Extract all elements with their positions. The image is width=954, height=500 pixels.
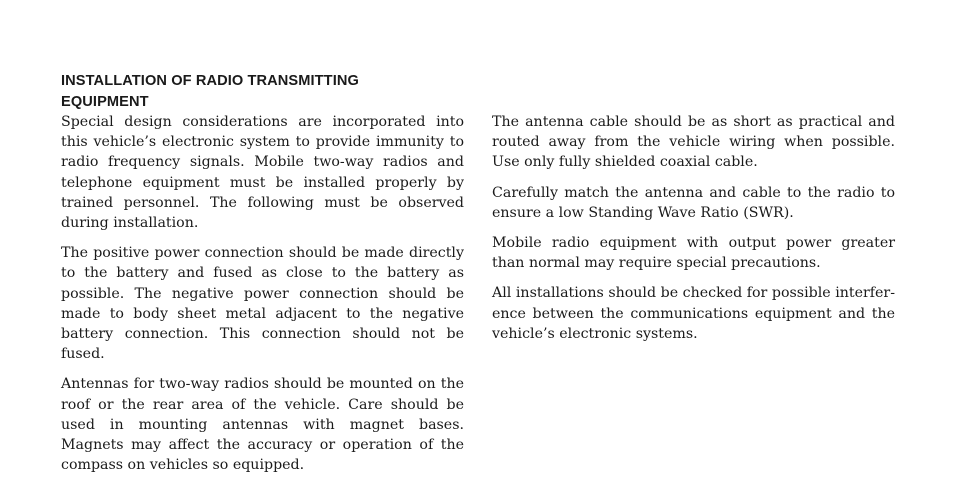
paragraph-power-connection: The positive power connection should be made directly to the battery and fused as close to the battery as possible. The negative power connection should be made to body sheet metal adjacent to the negative battery connection. This connection should not be fused. <box>61 245 464 363</box>
left-column <box>61 112 464 485</box>
paragraph-design-considerations: Special design considerations are incorporated into this vehicle’s electronic system to provide immunity to radio frequency signals. Mobile two-way radios and telephone equipment must be installed properly by trained personnel. The following must be observed during installation. <box>61 114 464 232</box>
paragraph-antenna-mounting: Antennas for two-way radios should be mounted on the roof or the rear area of the vehicle. Care should be used in mounting antennas with magnet bases. Magnets may affect the accuracy or operation of the compass on vehicles so equipped. <box>61 376 464 474</box>
right-column <box>492 112 895 354</box>
paragraph-output-power: Mobile radio equipment with output power greater than normal may require special precautions. <box>492 235 895 272</box>
section-heading: INSTALLATION OF RADIO TRANSMITTING EQUIPMENT <box>61 73 359 110</box>
paragraph-interference-check: All installations should be checked for possible interference between the communications equipment and the vehicle’s electronic systems. <box>492 285 895 342</box>
paragraph-antenna-cable: The antenna cable should be as short as practical and routed away from the vehicle wiring when possible. Use only fully shielded coaxial cable. <box>492 114 895 171</box>
paragraph-swr-matching: Carefully match the antenna and cable to the radio to ensure a low Standing Wave Ratio (SWR). <box>492 184 895 221</box>
